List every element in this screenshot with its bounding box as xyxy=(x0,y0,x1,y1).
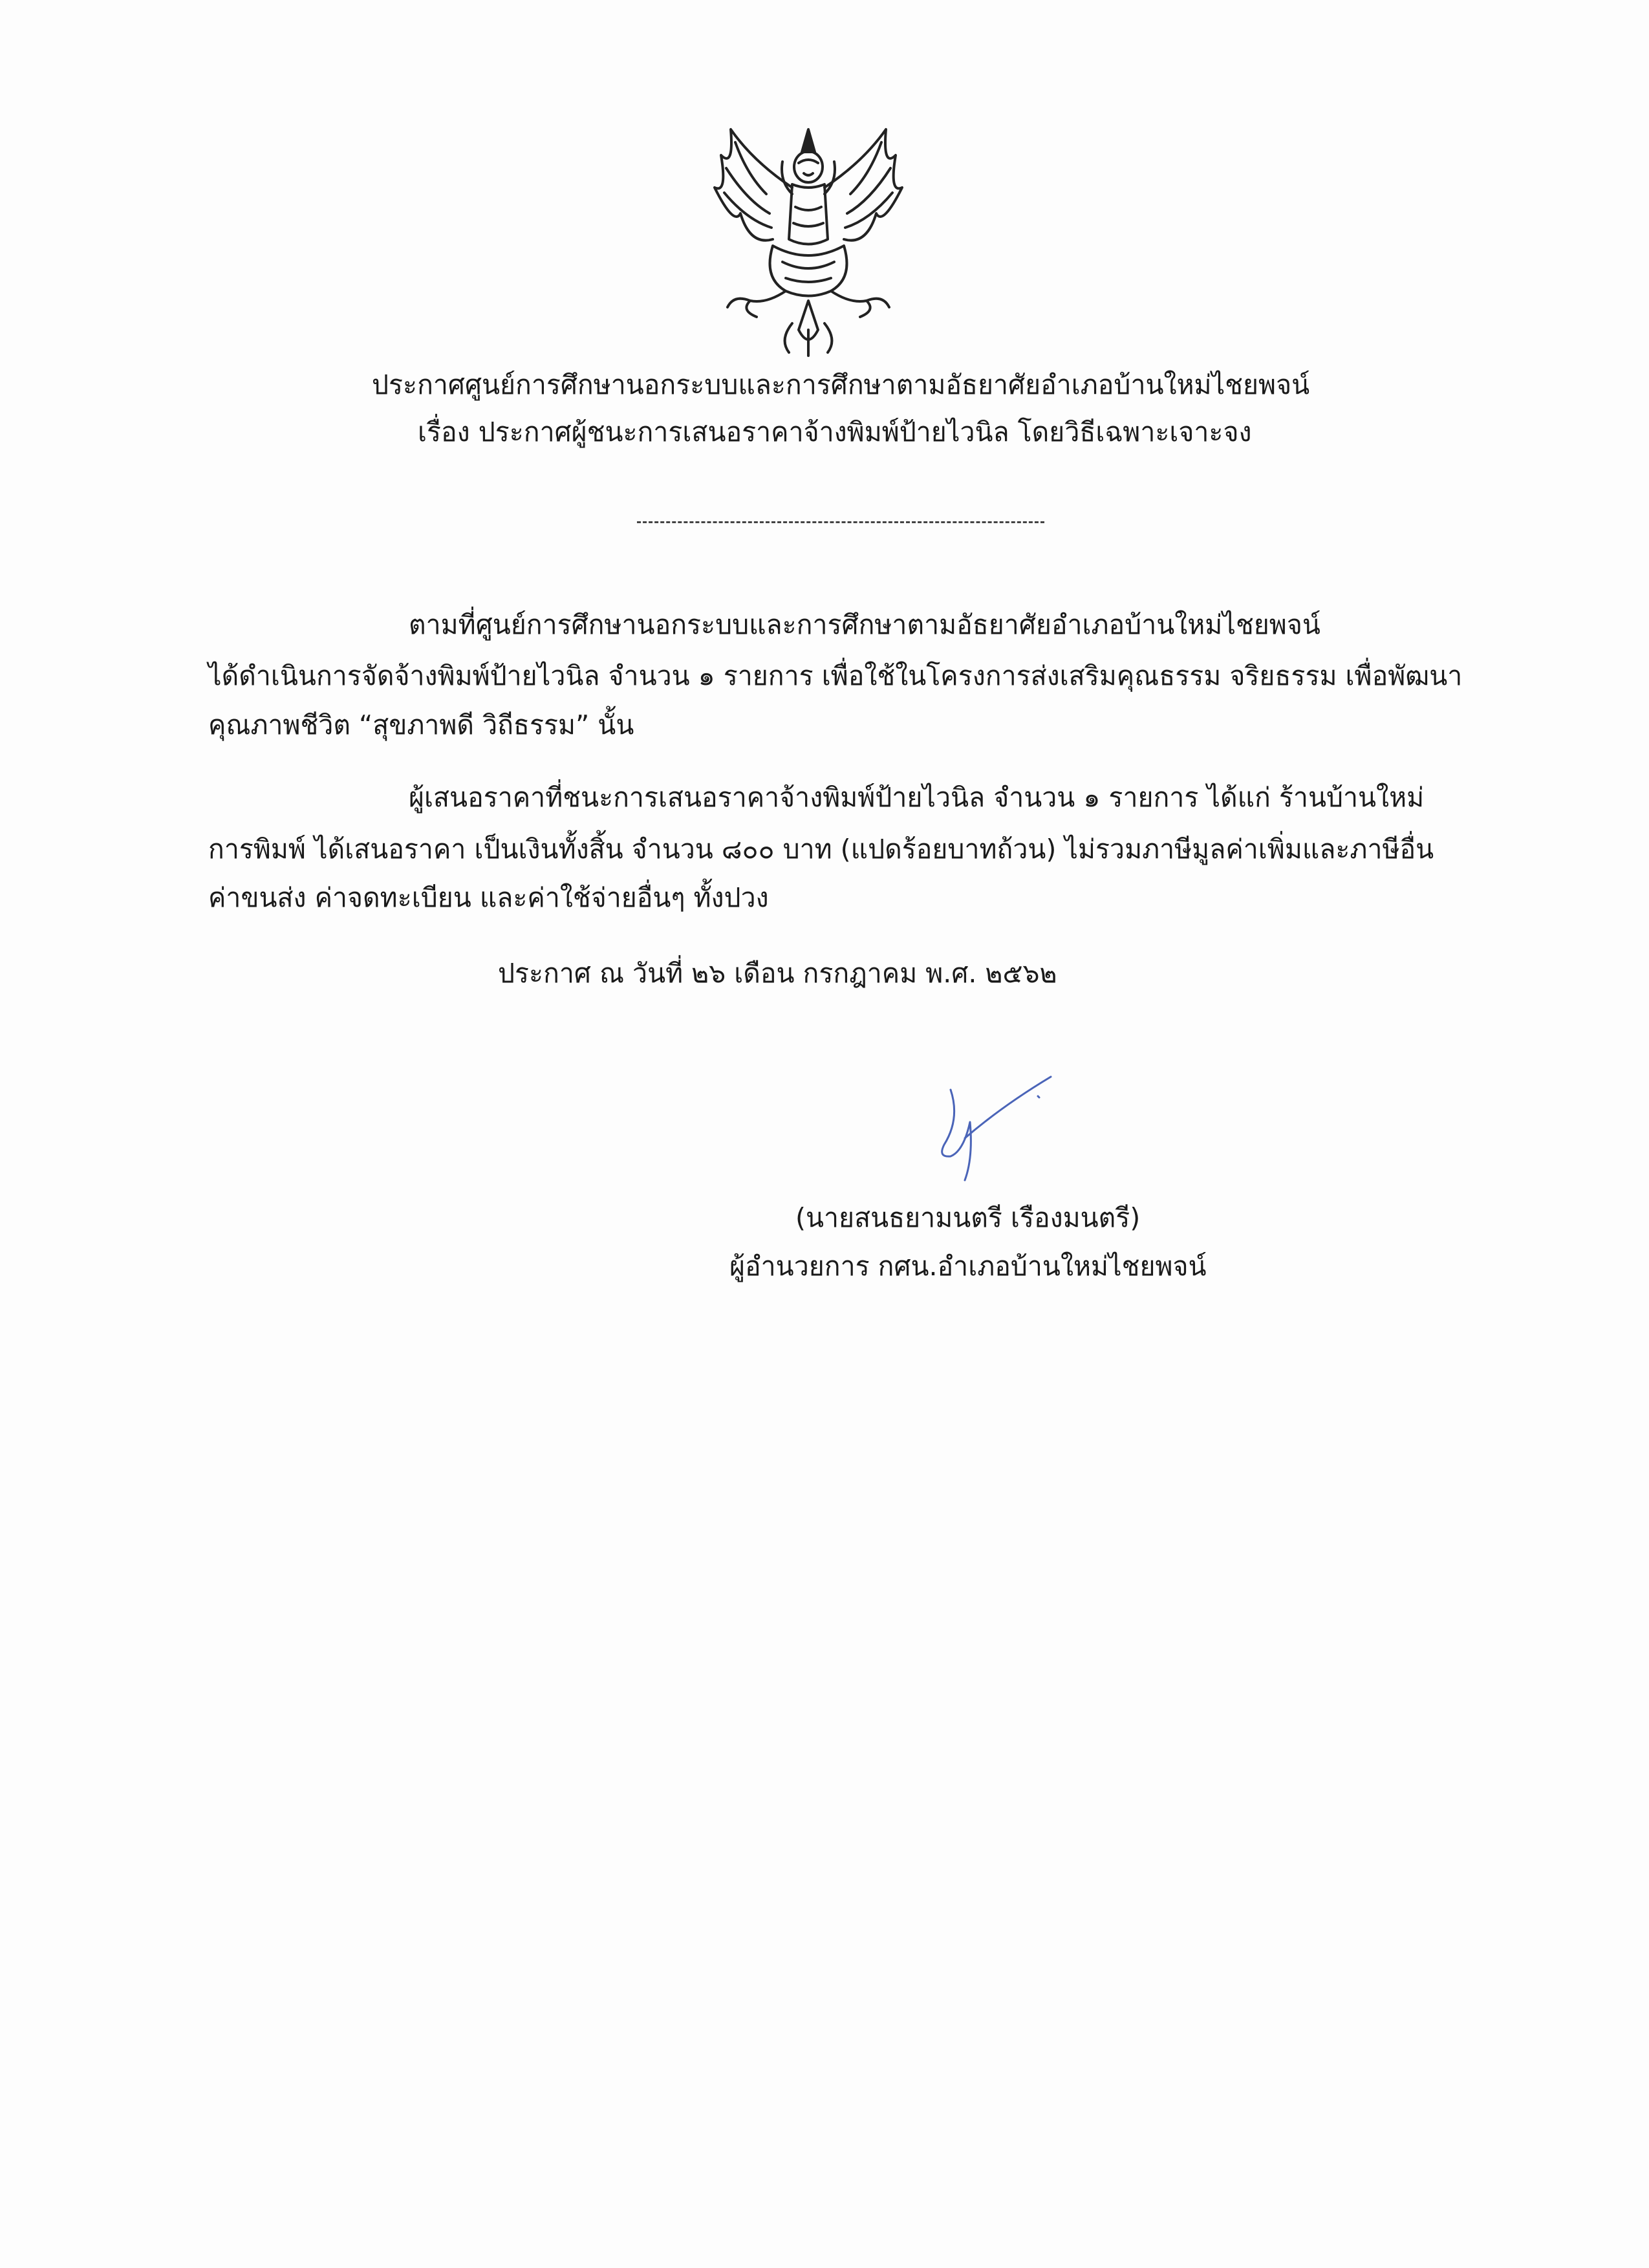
signer-name: (นายสนธยามนตรี เรืองมนตรี) xyxy=(795,1202,1141,1233)
paragraph1-line2: ได้ดำเนินการจัดจ้างพิมพ์ป้ายไวนิล จำนวน ๑ รายการ เพื่อใช้ในโครงการส่งเสริมคุณธรรม จริยธรรม เพื่อพัฒนา xyxy=(208,660,1463,691)
announcement-date: ประกาศ ณ วันที่ ๒๖ เดือน กรกฎาคม พ.ศ. ๒๕๖๒ xyxy=(498,958,1057,989)
paragraph2-line3: ค่าขนส่ง ค่าจดทะเบียน และค่าใช้จ่ายอื่นๆ ทั้งปวง xyxy=(208,882,769,913)
paragraph1-line1: ตามที่ศูนย์การศึกษานอกระบบและการศึกษาตามอัธยาศัยอำเภอบ้านใหม่ไชยพจน์ xyxy=(409,609,1320,640)
paragraph2-line1: ผู้เสนอราคาที่ชนะการเสนอราคาจ้างพิมพ์ป้ายไวนิล จำนวน ๑ รายการ ได้แก่ ร้านบ้านใหม่ xyxy=(409,782,1425,813)
title-divider xyxy=(637,521,1044,523)
announcement-subject: เรื่อง ประกาศผู้ชนะการเสนอราคาจ้างพิมพ์ป้ายไวนิล โดยวิธีเฉพาะเจาะจง xyxy=(418,416,1252,448)
garuda-emblem-icon xyxy=(695,116,921,362)
handwritten-signature-icon xyxy=(925,1061,1067,1190)
announcement-title: ประกาศศูนย์การศึกษานอกระบบและการศึกษาตามอัธยาศัยอำเภอบ้านใหม่ไชยพจน์ xyxy=(372,369,1310,400)
paragraph1-line3: คุณภาพชีวิต “สุขภาพดี วิถีธรรม” นั้น xyxy=(208,709,634,740)
signer-position: ผู้อำนวยการ กศน.อำเภอบ้านใหม่ไชยพจน์ xyxy=(729,1251,1207,1282)
paragraph2-line2: การพิมพ์ ได้เสนอราคา เป็นเงินทั้งสิ้น จำนวน ๘๐๐ บาท (แปดร้อยบาทถ้วน) ไม่รวมภาษีมูลค่าเพิ่มและภาษีอื่น xyxy=(208,834,1434,865)
